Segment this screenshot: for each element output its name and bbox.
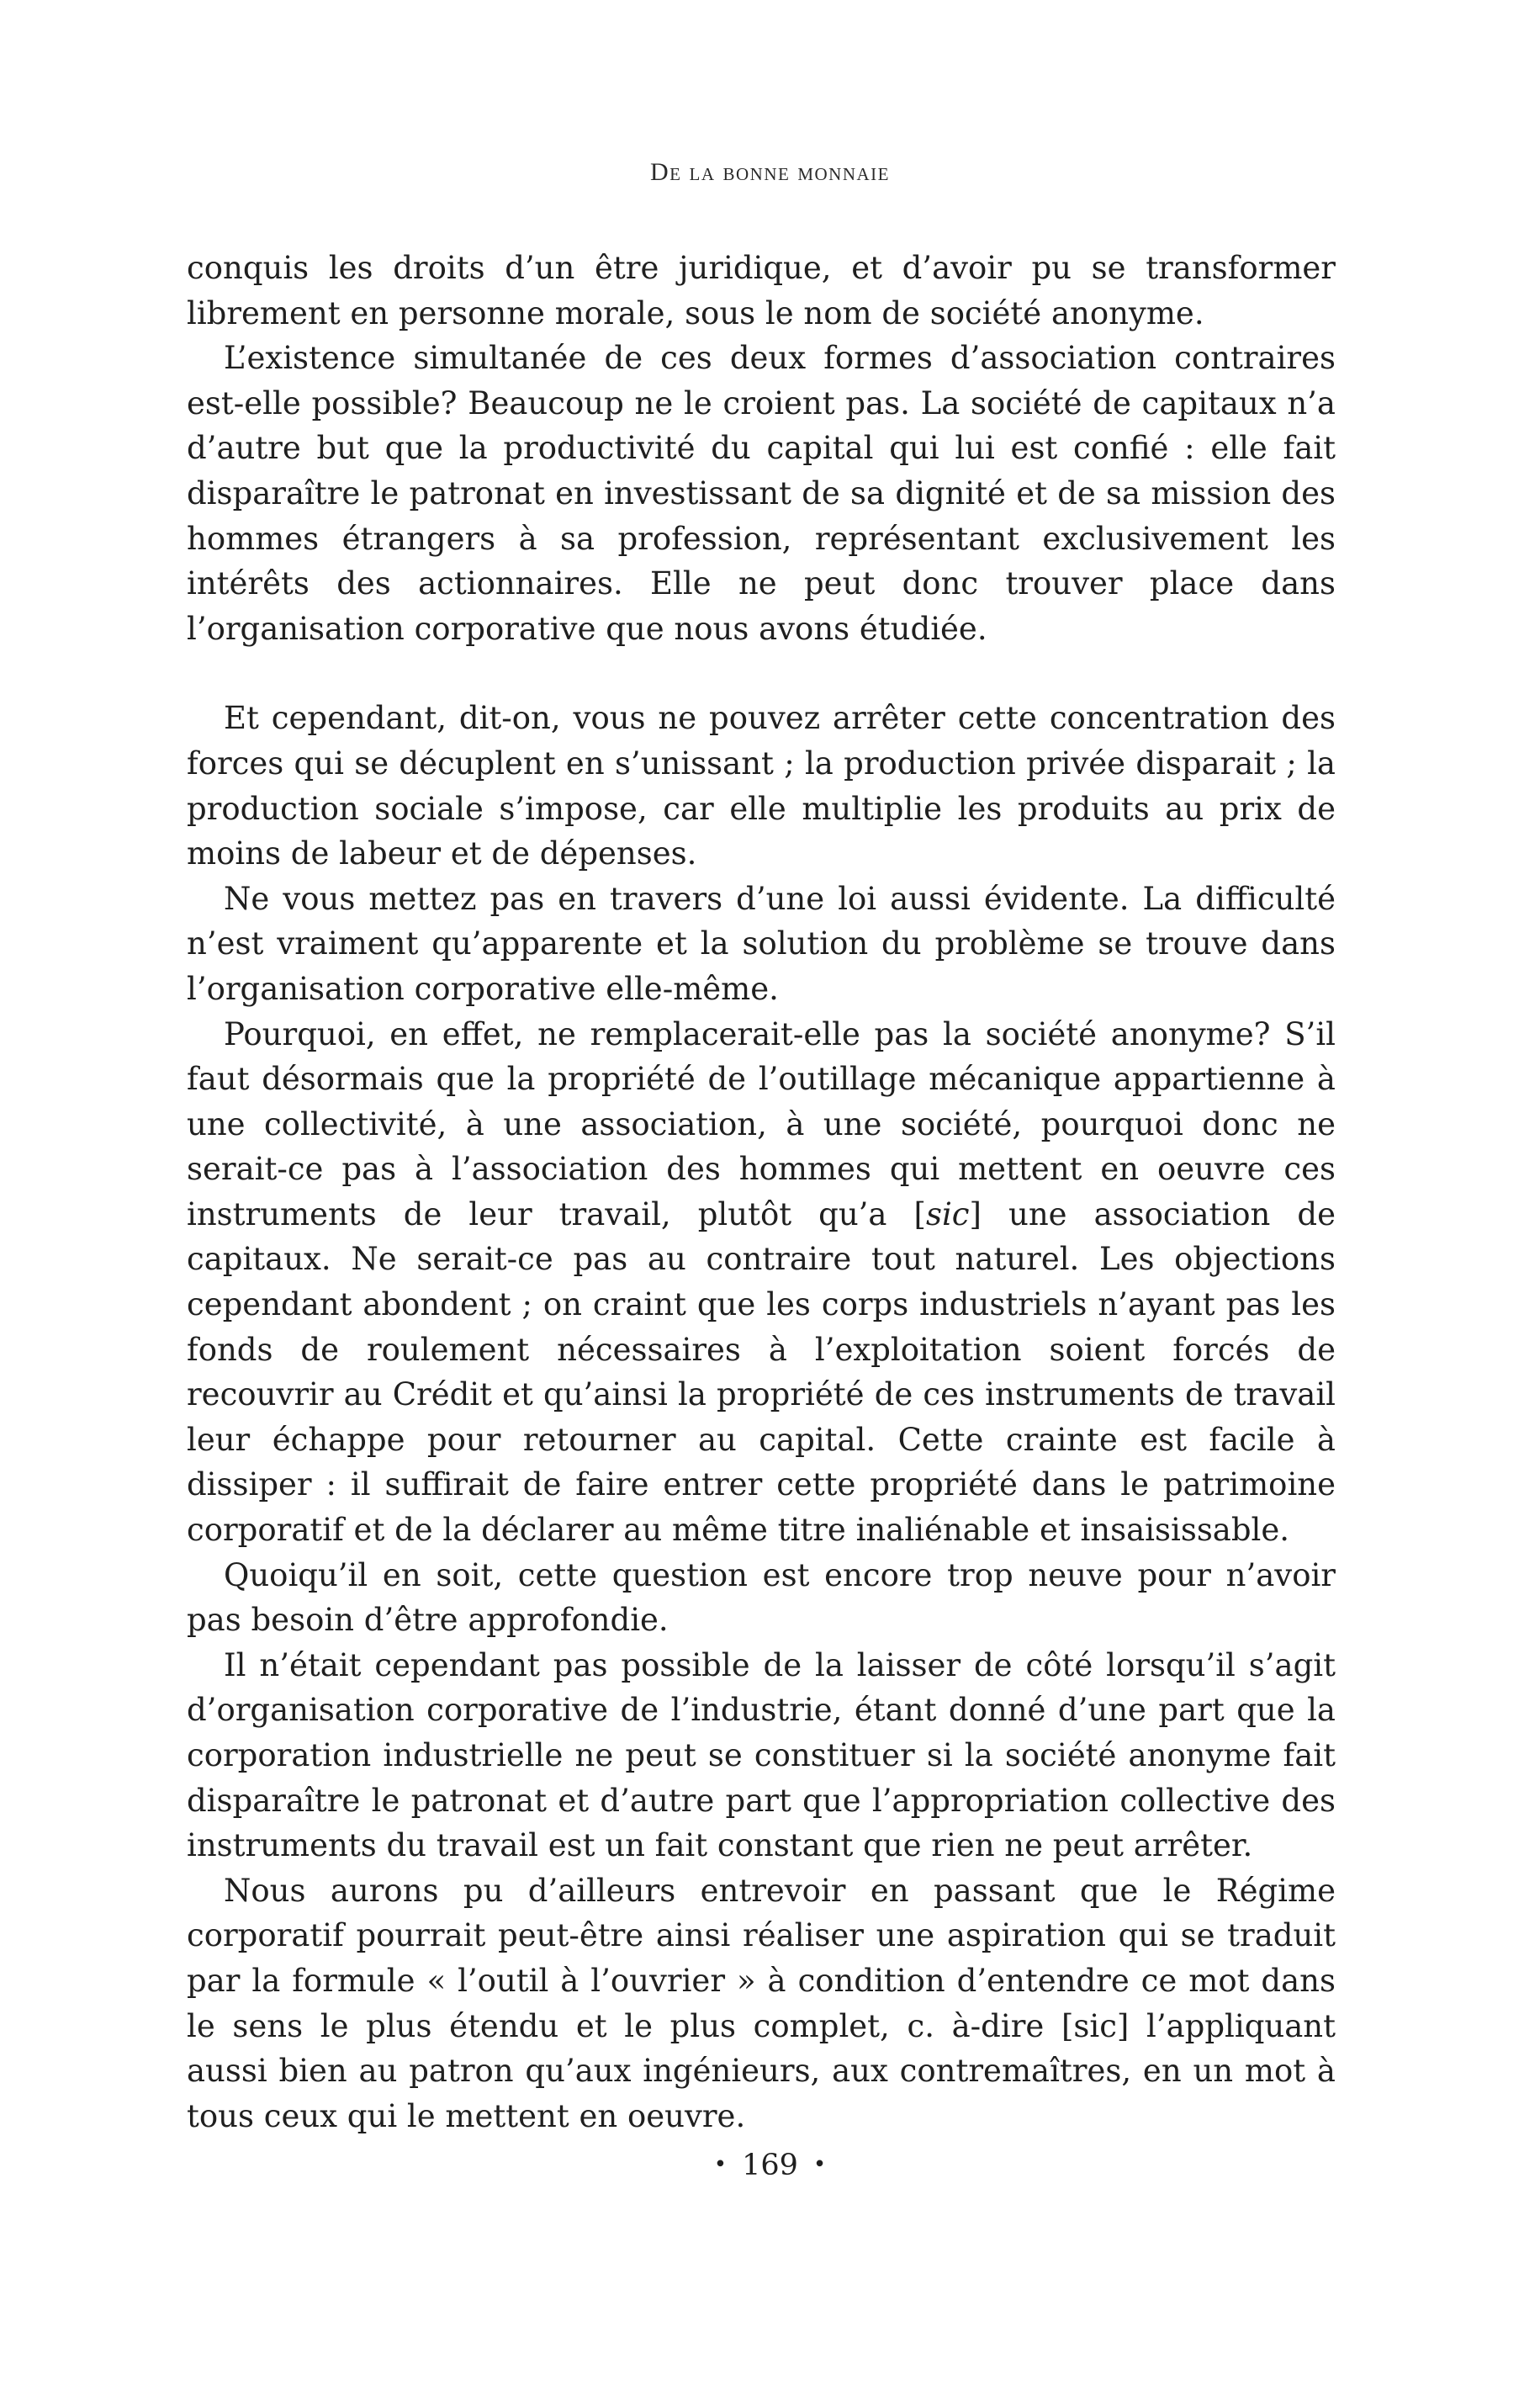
paragraph: Nous aurons pu d’ailleurs entrevoir en passant que le Régime corporatif pourrait peut-être ainsi réaliser une aspiration qui se traduit par la formule « l’outil à l’ouvrier » à condition d’entendre ce mot dans le sens le plus étendu et le plus complet, c. à-dire [sic] l’appliquant aussi bien au patron qu’aux ingénieurs, aux contremaîtres, en un mot à tous ceux qui le mettent en oeuvre. — [187, 1872, 1336, 2134]
paragraph-text: ] une association de capitaux. Ne serait-ce pas au contraire tout naturel. Les objections cependant abondent ; on craint que les corps industriels n’ayant pas les fonds de roulement nécessaires à l’exploitation soient forcés de recouvrir au Crédit et qu’ainsi la propriété de ces instruments de travail leur échappe pour retourner au capital. Cette crainte est facile à dissiper : il suffirait de faire entrer cette propriété dans le patrimoine corporatif et de la déclarer au même titre inaliénable et insaisissable. — [187, 1195, 1336, 1549]
page-number: 169 — [742, 2149, 798, 2182]
paragraph-continued: conquis les droits d’un être juridique, et d’avoir pu se transformer librement en personne morale, sous le nom de société anonyme. — [187, 250, 1336, 331]
paragraph-pourquoi — [187, 1012, 1336, 1553]
paragraph-text: Pourquoi, en effet, ne remplacerait-elle pas la société anonyme? S’il faut désormais que la propriété de l’outillage mécanique appartienne à une collectivité, à une association, à une société, pourquoi donc ne serait-ce pas à l’association des hommes qui mettent en oeuvre ces instruments de leur travail, plutôt qu’a [ — [187, 1015, 1336, 1232]
bullet-left: • — [713, 2151, 728, 2177]
paragraph: Il n’était cependant pas possible de la laisser de côté lorsqu’il s’agit d’organisation corporative de l’industrie, étant donné d’une part que la corporation industrielle ne peut se constituer si la société anonyme fait disparaître le patronat et d’autre part que l’appropriation collective des instruments du travail est un fait constant que rien ne peut arrêter. — [187, 1646, 1336, 1864]
page-number-footer — [0, 2149, 1540, 2182]
body-text — [187, 246, 1336, 2139]
paragraph: Quoiqu’il en soit, cette question est encore trop neuve pour n’avoir pas besoin d’être approfondie. — [187, 1556, 1336, 1639]
paragraph: Ne vous mettez pas en travers d’une loi aussi évidente. La difficulté n’est vraiment qu’apparente et la solution du problème se trouve dans l’organisation corporative elle-même. — [187, 880, 1336, 1007]
sic-italic: sic — [925, 1195, 970, 1232]
bullet-right: • — [812, 2151, 827, 2177]
running-head: De la bonne monnaie — [650, 158, 890, 186]
paragraph-section-start: Et cependant, dit-on, vous ne pouvez arrêter cette concentration des forces qui se décuplent en s’unissant ; la production privée disparait ; la production sociale s’impose, car elle multiplie les produits au prix de moins de labeur et de dépenses. — [187, 700, 1336, 872]
paragraph: L’existence simultanée de ces deux formes d’association contraires est-elle possible? Beaucoup ne le croient pas. La société de capitaux n’a d’autre but que la productivité du capital qui lui est confié : elle fait disparaître le patronat en investissant de sa dignité et de sa mission des hommes étrangers à sa profession, représentant exclusivement les intérêts des actionnaires. Elle ne peut donc trouver place dans l’organisation corporative que nous avons étudiée. — [187, 340, 1336, 647]
